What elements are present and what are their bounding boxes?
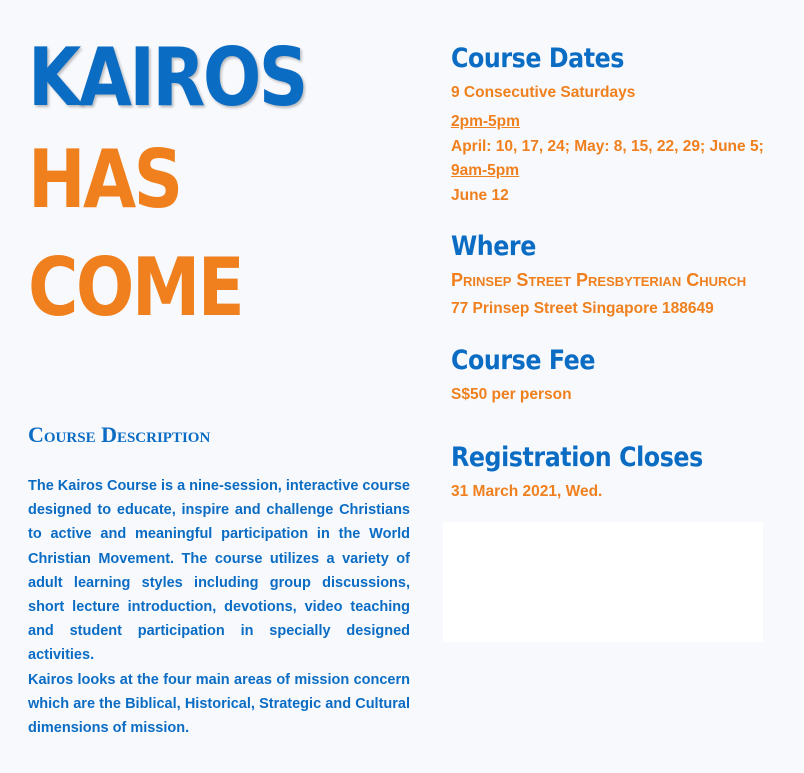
course-dates-list-1: April: 10, 17, 24; May: 8, 15, 22, 29; June 5; — [451, 138, 764, 155]
hero-title-has: HAS — [28, 133, 181, 226]
registration-close-date: 31 March 2021, Wed. — [451, 483, 603, 500]
course-dates-time-afternoon: 2pm-5pm — [451, 113, 520, 130]
hero-title-come: COME — [28, 241, 243, 334]
where-heading: Where — [451, 231, 536, 262]
blank-panel — [443, 522, 763, 642]
course-description-paragraph-1: The Kairos Course is a nine-session, interactive course designed to educate, inspire and challenge Christians to active and meaningful participation in the World Christian Movement. The course utilizes a variety of adult learning styles including group discussions, short lecture introduction, devotions, video teaching and student participation in specially designed activities. — [28, 478, 410, 664]
registration-heading: Registration Closes — [451, 442, 703, 473]
venue-address: 77 Prinsep Street Singapore 188649 — [451, 300, 714, 317]
course-dates-heading: Course Dates — [451, 43, 625, 74]
course-dates-schedule: 9 Consecutive Saturdays — [451, 84, 636, 101]
course-description-heading: Course Description — [28, 422, 211, 447]
course-fee-amount: S$50 per person — [451, 386, 572, 403]
hero-title-kairos: KAIROS — [28, 31, 306, 124]
venue-name: Prinsep Street Presbyterian Church — [451, 270, 747, 290]
course-fee-heading: Course Fee — [451, 345, 596, 376]
course-description-paragraph-2: Kairos looks at the four main areas of mission concern which are the Biblical, Historical, Strategic and Cultural dimensions of mission. — [28, 672, 410, 737]
course-dates-time-fullday: 9am-5pm — [451, 162, 520, 179]
course-dates-list-2: June 12 — [451, 187, 509, 204]
